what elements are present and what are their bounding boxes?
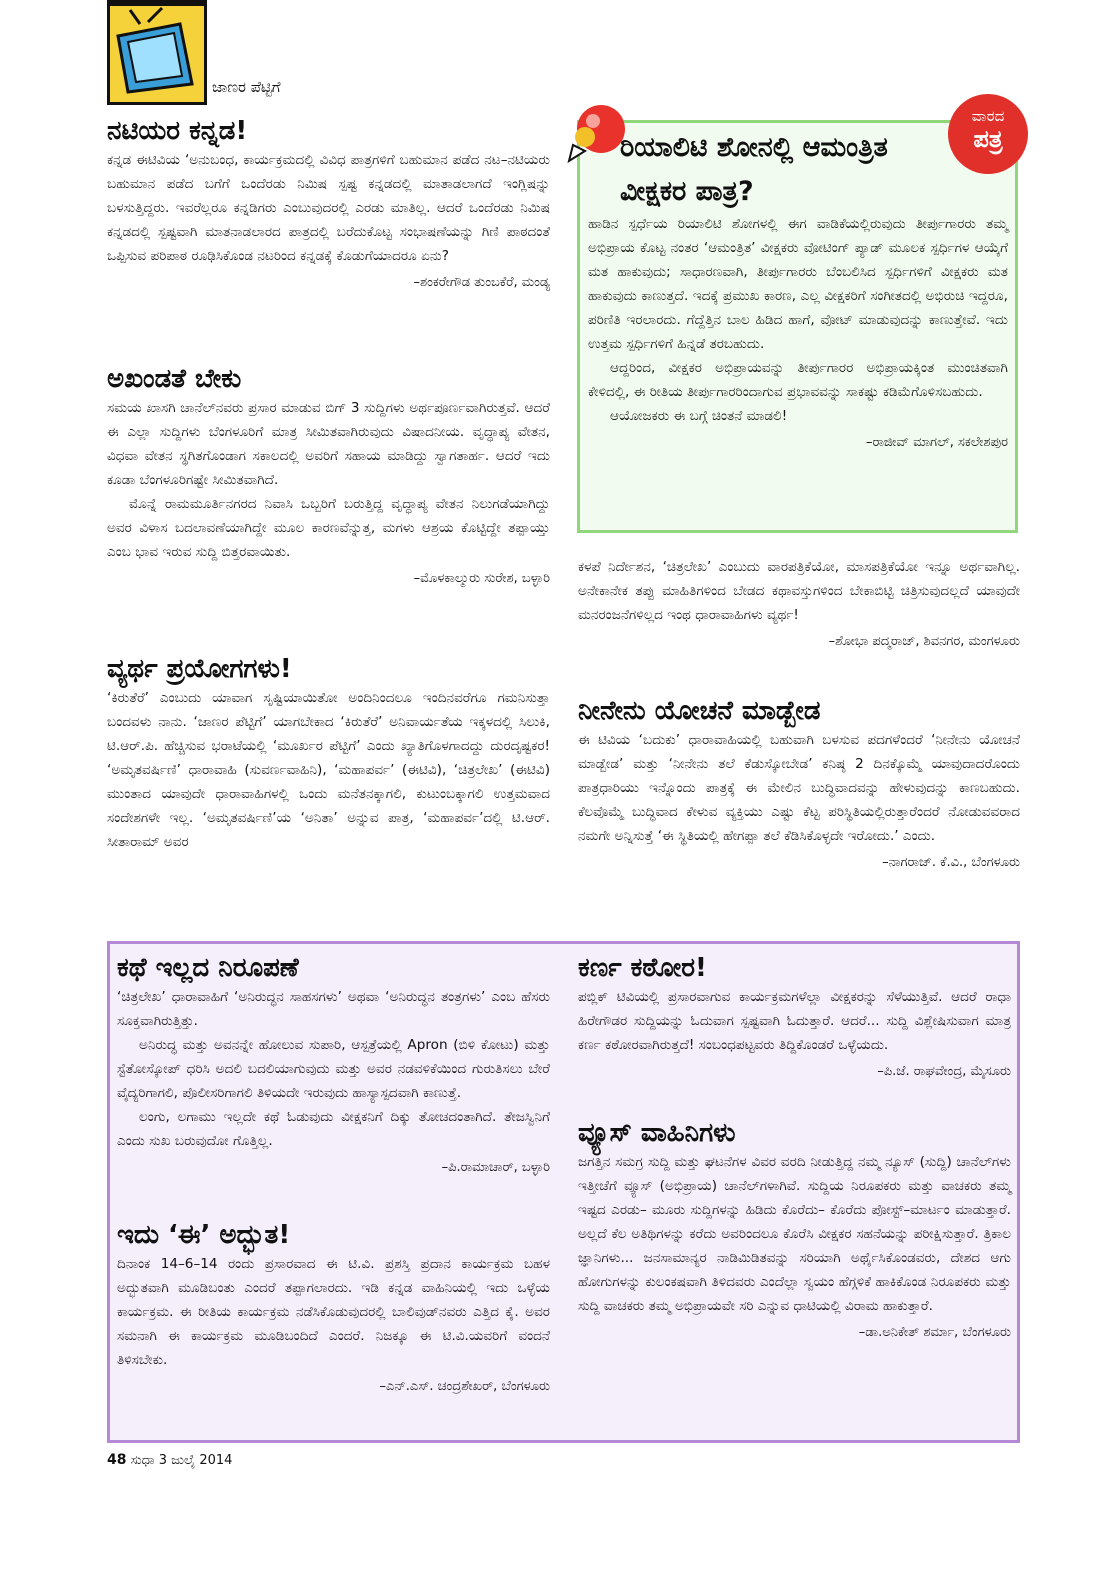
issue-info: ಸುಧಾ 3 ಜುಲೈ 2014 [130, 1453, 233, 1468]
article-idu [117, 1220, 550, 1398]
byline: –ಎನ್.ಎಸ್. ಚಂದ್ರಶೇಖರ್, ಬೆಂಗಳೂರು [379, 1379, 550, 1394]
article-body: ಮೊನ್ನೆ ರಾಮಮೂರ್ತಿನಗರದ ನಿವಾಸಿ ಒಬ್ಬರಿಗೆ ಬರುತ್ತಿದ್ದ ವೃದ್ಧಾಪ್ಯ ವೇತನ ನಿಲುಗಡೆಯಾಗಿದ್ದು ಅವರ ವಿಳಾಸ ಬದಲಾವಣೆಯಾಗಿದ್ದೇ ಮೂಲ ಕಾರಣವೆನ್ನುತ್ತ, ಮಗಳು ಆಶ್ರಯ ಕೊಟ್ಟಿದ್ದೇ ತಪ್ಪಾಯ್ತು ಎಂಬ ಭಾವ ಇರುವ ಸುದ್ದಿ ಬಿತ್ತರವಾಯಿತು. [107, 496, 550, 560]
television-icon [110, 6, 204, 102]
article-title: ಕರ್ಣ ಕಠೋರ! [578, 953, 707, 983]
article-body: ಜಗತ್ತಿನ ಸಮಗ್ರ ಸುದ್ದಿ ಮತ್ತು ಘಟನೆಗಳ ವಿವರ ವರದಿ ನೀಡುತ್ತಿದ್ದ ನಮ್ಮ ನ್ಯೂಸ್ (ಸುದ್ದಿ) ಚಾನೆಲ್‌ಗಳು ಇತ್ತೀಚೆಗೆ ವ್ಯೂಸ್ (ಅಭಿಪ್ರಾಯ) ಚಾನೆಲ್‌ಗಳಾಗಿವೆ. ಸುದ್ದಿಯ ನಿರೂಪಕರು ಮತ್ತು ವಾಚಕರು ತಮ್ಮ ಇಷ್ಟದ ಎರಡು– ಮೂರು ಸುದ್ದಿಗಳನ್ನು ಹಿಡಿದು ಕೊರೆದು– ಕೊರೆದು ಪೋಸ್ಟ್–ಮಾರ್ಟಂ ಮಾಡುತ್ತಾರೆ. ಅಲ್ಲದೆ ಕೆಲ ಅತಿಥಿಗಳನ್ನು ಕರೆದು ಅವರಿಂದಲೂ ಕೊರೆಸಿ ವೀಕ್ಷಕರ ಸಹನೆಯನ್ನು ಪರೀಕ್ಷಿಸುತ್ತಾರೆ. ತ್ರಿಕಾಲ ಜ್ಞಾನಿಗಳು... ಜನಸಾಮಾನ್ಯರ ನಾಡಿಮಿಡಿತವನ್ನು ಸರಿಯಾಗಿ ಅರ್ಥೈಸಿಕೊಂಡವರು, ದೇಶದ ಆಗು ಹೋಗುಗಳನ್ನು ಕುಲಂಕಷವಾಗಿ ತಿಳಿದವರು ಎಂದೆಲ್ಲಾ ಸ್ವಯಂ ಹೆಗ್ಗಳಿಕೆ ಹಾಕಿಕೊಂಡ ನಿರೂಪಕರು ಮತ್ತು ಸುದ್ದಿ ವಾಚಕರು ತಮ್ಮ ಅಭಿಪ್ರಾಯವೇ ಸರಿ ಎನ್ನುವ ಧಾಟಿಯಲ್ಲಿ ವಿರಾಮ ಹಾಕುತ್ತಾರೆ. [578, 1154, 1011, 1314]
page-footer [107, 1452, 232, 1468]
byline: –ಡಾ.ಅನಿಕೇತ್ ಶರ್ಮಾ, ಬೆಂಗಳೂರು [858, 1325, 1011, 1340]
article-title: ನಟಿಯರ ಕನ್ನಡ! [107, 116, 248, 146]
article-body: ಲಂಗು, ಲಗಾಮು ಇಲ್ಲದೇ ಕಥೆ ಓಡುವುದು ವೀಕ್ಷಕನಿಗೆ ದಿಕ್ಕು ತೋಚದಂತಾಗಿದೆ. ತೇಜಸ್ವಿನಿಗೆ ಎಂದು ಸುಖ ಬರುವುದೋ ಗೊತ್ತಿಲ್ಲ. [117, 1109, 550, 1149]
article-vyartha-continued [578, 555, 1020, 653]
article-kathe [117, 953, 550, 1179]
article-body: ದಿನಾಂಕ 14–6–14 ರಂದು ಪ್ರಸಾರವಾದ ಈ ಟಿ.ವಿ. ಪ್ರಶಸ್ತಿ ಪ್ರದಾನ ಕಾರ್ಯಕ್ರಮ ಬಹಳ ಅದ್ಭುತವಾಗಿ ಮೂಡಿಬಂತು ಎಂದರೆ ತಪ್ಪಾಗಲಾರದು. ಇಡಿ ಕನ್ನಡ ವಾಹಿನಿಯಲ್ಲಿ ಇದು ಒಳ್ಳೆಯ ಕಾರ್ಯಕ್ರಮ. ಈ ರೀತಿಯ ಕಾರ್ಯಕ್ರಮ ನಡೆಸಿಕೊಡುವುದರಲ್ಲಿ ಬಾಲಿವುಡ್‌ನವರು ಎತ್ತಿದ ಕೈ. ಅವರ ಸಮನಾಗಿ ಈ ಕಾರ್ಯಕ್ರಮ ಮೂಡಿಬಂದಿದೆ ಎಂದರೆ. ನಿಜಕ್ಕೂ ಈ ಟಿ.ವಿ.ಯವರಿಗೆ ವಂದನೆ ತಿಳಿಸಬೇಕು. [117, 1256, 550, 1368]
article-body: ‘ಚಿತ್ರಲೇಖ’ ಧಾರಾವಾಹಿಗೆ ‘ಅನಿರುದ್ಧನ ಸಾಹಸಗಳು’ ಅಥವಾ ‘ಅನಿರುದ್ಧನ ತಂತ್ರಗಳು’ ಎಂಬ ಹೆಸರು ಸೂಕ್ತವಾಗಿರುತ್ತಿತ್ತು. [117, 989, 550, 1029]
article-body: ಕಳಪೆ ನಿರ್ದೇಶನ, ‘ಚಿತ್ರಲೇಖ’ ಎಂಬುದು ವಾರಪತ್ರಿಕೆಯೋ, ಮಾಸಪತ್ರಿಕೆಯೋ ಇನ್ನೂ ಅರ್ಥವಾಗಿಲ್ಲ. ಅನೇಕಾನೇಕ ತಪ್ಪು ಮಾಹಿತಿಗಳಿಂದ ಬೇಡದ ಕಥಾವಸ್ತುಗಳಿಂದ ಬೇಕಾಬಿಟ್ಟಿ ಚಿತ್ರಿಸುವುದಲ್ಲದೆ ಯಾವುದೇ ಮನರಂಜನೆಗಳಿಲ್ಲದ ಇಂಥ ಧಾರಾವಾಹಿಗಳು ವ್ಯರ್ಥ! [578, 559, 1020, 623]
byline: –ಪಿ.ರಾಮಾಚಾರ್, ಬಳ್ಳಾರಿ [441, 1160, 550, 1175]
article-body: ಈ ಟಿವಿಯ ‘ಬದುಕು’ ಧಾರಾವಾಹಿಯಲ್ಲಿ ಬಹುವಾಗಿ ಬಳಸುವ ಪದಗಳೆಂದರೆ ‘ನೀನೇನು ಯೋಚನೆ ಮಾಡ್ಬೇಡ’ ಮತ್ತು ‘ನೀನೇನು ತಲೆ ಕೆಡುಸ್ಕೋಬೇಡ’ ಕನಿಷ್ಠ 2 ದಿನಕ್ಕೊಮ್ಮೆ ಯಾವುದಾದರೊಂದು ಪಾತ್ರಧಾರಿಯು ಇನ್ನೊಂದು ಪಾತ್ರಕ್ಕೆ ಈ ಮೇಲಿನ ಬುದ್ಧಿವಾದವನ್ನು ಹೇಳುವುದನ್ನು ಕಾಣಬಹುದು. ಕೆಲವೊಮ್ಮೆ ಬುದ್ಧಿವಾದ ಕೇಳುವ ವ್ಯಕ್ತಿಯು ಎಷ್ಟು ಕೆಟ್ಟ ಪರಿಸ್ಥಿತಿಯಲ್ಲಿರುತ್ತಾರೆಂದರೆ ನೋಡುವವರಾದ ನಮಗೇ ಅನ್ನಿಸುತ್ತೆ ‘ಈ ಸ್ಥಿತಿಯಲ್ಲಿ ಹೇಗಪ್ಪಾ ತಲೆ ಕೆಡಿಸಿಕೊಳ್ಳದೇ ಇರೋದು.’ ಎಂದು. [578, 732, 1020, 844]
article-natiyara [107, 116, 550, 294]
article-body: ‘ಕಿರುತೆರೆ’ ಎಂಬುದು ಯಾವಾಗ ಸೃಷ್ಟಿಯಾಯಿತೋ ಅಂದಿನಿಂದಲೂ ಇಂದಿನವರೆಗೂ ಗಮನಿಸುತ್ತಾ ಬಂದವಳು ನಾನು. ‘ಜಾಣರ ಪೆಟ್ಟಿಗೆ’ ಯಾಗಬೇಕಾದ ‘ಕಿರುತೆರೆ’ ಅನಿವಾರ್ಯತೆಯ ಇಕ್ಕಳದಲ್ಲಿ ಸಿಲುಕಿ, ಟಿ.ಆರ್.ಪಿ. ಹೆಚ್ಚಿಸುವ ಭರಾಟೆಯಲ್ಲಿ ‘ಮೂರ್ಖರ ಪೆಟ್ಟಿಗೆ’ ಎಂದು ಖ್ಯಾತಿಗೊಳಗಾದದ್ದು ದುರದೃಷ್ಟಕರ! ‘ಅಮೃತವರ್ಷಿಣಿ’ ಧಾರಾವಾಹಿ (ಸುವರ್ಣವಾಹಿನಿ), ‘ಮಹಾಪರ್ವ’ (ಈಟಿವಿ), ‘ಚಿತ್ರಲೇಖ’ (ಈಟಿವಿ) ಮುಂತಾದ ಯಾವುದೇ ಧಾರಾವಾಹಿಗಳಲ್ಲಿ ಒಂದು ಮನೆತನಕ್ಕಾಗಲಿ, ಕುಟುಂಬಕ್ಕಾಗಲಿ ಉತ್ತಮವಾದ ಸಂದೇಶಗಳೇ ಇಲ್ಲ. ‘ಅಮೃತವರ್ಷಿಣಿ’ಯ ‘ಅನಿತಾ’ ಅನ್ನುವ ಪಾತ್ರ, ‘ಮಹಾಪರ್ವ’ದಲ್ಲಿ ಟಿ.ಆರ್. ಸೀತಾರಾಮ್ ಅವರ [107, 690, 550, 850]
letter-of-week-badge [948, 94, 1028, 174]
article-reality [588, 212, 1008, 454]
article-neenenu [578, 696, 1020, 874]
badge-top: ವಾರದ [971, 107, 1005, 125]
article-vyartha [107, 654, 550, 854]
article-title: ಅಖಂಡತೆ ಬೇಕು [107, 364, 242, 394]
byline: –ಶಂಕರೇಗೌಡ ತುಂಬಕೆರೆ, ಮಂಡ್ಯ [413, 275, 550, 290]
byline: –ಪಿ.ಜೆ. ರಾಘವೇಂದ್ರ, ಮೈಸೂರು [877, 1064, 1011, 1079]
byline: –ಮೊಳಕಾಲ್ಮುರು ಸುರೇಶ, ಬಳ್ಳಾರಿ [413, 571, 550, 586]
article-title: ವ್ಯೂಸ್ ವಾಹಿನಿಗಳು [578, 1118, 736, 1148]
article-body: ಹಾಡಿನ ಸ್ಪರ್ಧೆಯ ರಿಯಾಲಿಟಿ ಶೋಗಳಲ್ಲಿ ಈಗ ವಾಡಿಕೆಯಲ್ಲಿರುವುದು ತೀರ್ಪುಗಾರರು ತಮ್ಮ ಅಭಿಪ್ರಾಯ ಕೊಟ್ಟ ನಂತರ ‘ಆಮಂತ್ರಿತ’ ವೀಕ್ಷಕರು ವೋಟಿಂಗ್ ಪ್ಯಾಡ್ ಮೂಲಕ ಸ್ಪರ್ಧಿಗಳ ಆಯ್ಕೆಗೆ ಮತ ಹಾಕುವುದು; ಸಾಧಾರಣವಾಗಿ, ತೀರ್ಪುಗಾರರು ಬೆಂಬಲಿಸಿದ ಸ್ಪರ್ಧಿಗಳಿಗೆ ವೀಕ್ಷಕರು ಮತ ಹಾಕುವುದು ಕಾಣುತ್ತದೆ. ಇದಕ್ಕೆ ಪ್ರಮುಖ ಕಾರಣ, ಎಲ್ಲ ವೀಕ್ಷಕರಿಗೆ ಸಂಗೀತದಲ್ಲಿ ಅಭಿರುಚಿ ಇದ್ದರೂ, ಪರಿಣಿತಿ ಇರಲಾರದು. ಗೆದ್ದೆತ್ತಿನ ಬಾಲ ಹಿಡಿದ ಹಾಗೆ, ವೋಟ್ ಮಾಡುವುದನ್ನು ಕಾಣುತ್ತೇವೆ. ಇದು ಉತ್ತಮ ಸ್ಪರ್ಧಿಗಳಿಗೆ ಹಿನ್ನಡೆ ತರಬಹುದು. [588, 216, 1008, 352]
article-body: ಸಮಯ ಖಾಸಗಿ ಚಾನೆಲ್‌ನವರು ಪ್ರಸಾರ ಮಾಡುವ ಬಿಗ್ 3 ಸುದ್ದಿಗಳು ಅರ್ಥಪೂರ್ಣವಾಗಿರುತ್ತವೆ. ಆದರೆ ಈ ಎಲ್ಲಾ ಸುದ್ದಿಗಳು ಬೆಂಗಳೂರಿಗೆ ಮಾತ್ರ ಸೀಮಿತವಾಗಿರುವುದು ವಿಷಾದನೀಯ. ವೃದ್ಧಾಪ್ಯ ವೇತನ, ವಿಧವಾ ವೇತನ ಸ್ಥಗಿತಗೊಂಡಾಗ ಸಕಾಲದಲ್ಲಿ ಅವರಿಗೆ ಸಹಾಯ ಮಾಡಿದ್ದು ಸ್ವಾಗತಾರ್ಹ. ಆದರೆ ಇದು ಕೂಡಾ ಬೆಂಗಳೂರಿಗಷ್ಟೇ ಸೀಮಿತವಾಗಿದೆ. [107, 400, 550, 488]
article-akhandate [107, 364, 550, 590]
page-number: 48 [107, 1452, 127, 1468]
article-body: ಕನ್ನಡ ಈಟಿವಿಯ ‘ಅನುಬಂಧ, ಕಾರ್ಯಕ್ರಮದಲ್ಲಿ ವಿವಿಧ ಪಾತ್ರಗಳಿಗೆ ಬಹುಮಾನ ಪಡೆದ ನಟ–ನಟಿಯರು ಬಹುಮಾನ ಪಡೆದ ಬಗೆಗೆ ಒಂದೆರಡು ನಿಮಿಷ ಸ್ಪಷ್ಟ ಕನ್ನಡದಲ್ಲಿ ಮಾತಾಡಲಾಗದೆ ಇಂಗ್ಲಿಷನ್ನು ಬಳಸುತ್ತಿದ್ದರು. ಇವರೆಲ್ಲರೂ ಕನ್ನಡಿಗರು ಎಂಬುವುದರಲ್ಲಿ ಎರಡು ಮಾತಿಲ್ಲ. ಆದರೆ ಒಂದೆರಡು ನಿಮಿಷ ಕನ್ನಡದಲ್ಲಿ ಸ್ಪಷ್ಟವಾಗಿ ಮಾತನಾಡಲಾರದ ಪಾತ್ರದಲ್ಲಿ ಬರೆದುಕೊಟ್ಟ ಸಂಭಾಷಣೆಯನ್ನು ಗಿಣಿ ಪಾಠದಂತೆ ಒಪ್ಪಿಸುವ ಪರಿಪಾಠ ರೂಢಿಸಿಕೊಂಡ ನಟರಿಂದ ಕನ್ನಡಕ್ಕೆ ಕೊಡುಗೆಯಾದರೂ ಏನು? [107, 152, 550, 264]
section-label: ಜಾಣರ ಪೆಟ್ಟಿಗೆ [212, 78, 281, 96]
article-title: ನೀನೇನು ಯೋಚನೆ ಮಾಡ್ಬೇಡ [578, 696, 821, 726]
badge-bottom: ಪತ್ರ [973, 125, 1003, 153]
article-title: ಕಥೆ ಇಲ್ಲದ ನಿರೂಪಣೆ [117, 953, 299, 983]
article-title: ವ್ಯರ್ಥ ಪ್ರಯೋಗಗಳು! [107, 654, 292, 684]
article-karna [578, 953, 1011, 1083]
byline: –ನಾಗರಾಜ್. ಕೆ.ವಿ., ಬೆಂಗಳೂರು [882, 855, 1020, 870]
byline: –ರಾಜೀವ್ ಮಾಗಲ್, ಸಕಲೇಶಪುರ [865, 435, 1008, 450]
article-body: ಆದ್ದರಿಂದ, ವೀಕ್ಷಕರ ಅಭಿಪ್ರಾಯವನ್ನು ತೀರ್ಪುಗಾರರ ಅಭಿಪ್ರಾಯಕ್ಕಿಂತ ಮುಂಚಿತವಾಗಿ ಕೇಳಿದಲ್ಲಿ, ಈ ರೀತಿಯ ತೀರ್ಪುಗಾರರಿಂದಾಗುವ ಪ್ರಭಾವವನ್ನು ಸಾಕಷ್ಟು ಕಡಿಮೆಗೊಳಿಸಬಹುದು. [588, 360, 1008, 400]
article-title: ಇದು ‘ಈ’ ಅದ್ಭುತ! [117, 1220, 291, 1250]
article-views [578, 1118, 1011, 1344]
article-title: ರಿಯಾಲಿಟಿ ಶೋನಲ್ಲಿ ಆಮಂತ್ರಿತ ವೀಕ್ಷಕರ ಪಾತ್ರ? [620, 132, 888, 207]
article-body: ಆಯೋಜಕರು ಈ ಬಗ್ಗೆ ಚಿಂತನೆ ಮಾಡಲಿ! [610, 408, 788, 424]
article-body: ಪಬ್ಲಿಕ್ ಟಿವಿಯಲ್ಲಿ ಪ್ರಸಾರವಾಗುವ ಕಾರ್ಯಕ್ರಮಗಳೆಲ್ಲಾ ವೀಕ್ಷಕರನ್ನು ಸೆಳೆಯುತ್ತಿವೆ. ಆದರೆ ರಾಧಾ ಹಿರೇಗೌಡರ ಸುದ್ದಿಯನ್ನು ಓದುವಾಗ ಸ್ಪಷ್ಟವಾಗಿ ಓದುತ್ತಾರೆ. ಆದರೆ... ಸುದ್ದಿ ವಿಶ್ಲೇಷಿಸುವಾಗ ಮಾತ್ರ ಕರ್ಣ ಕಠೋರವಾಗಿರುತ್ತದೆ! ಸಂಬಂಧಪಟ್ಟವರು ತಿದ್ದಿಕೊಂಡರೆ ಒಳ್ಳೆಯದು. [578, 989, 1011, 1053]
byline: –ಶೋಭಾ ಪದ್ಮರಾಜ್, ಶಿವನಗರ, ಮಂಗಳೂರು [828, 634, 1020, 649]
article-body: ಅನಿರುದ್ಧ ಮತ್ತು ಅವನನ್ನೇ ಹೋಲುವ ಸುಪಾರಿ, ಆಸ್ಪತ್ರೆಯಲ್ಲಿ Apron (ಬಿಳಿ ಕೋಟು) ಮತ್ತು ಸ್ಟೆತೋಸ್ಕೋಪ್ ಧರಿಸಿ ಅದಲಿ ಬದಲಿಯಾಗುವುದು ಮತ್ತು ಅವರ ನಡವಳಿಕೆಯಿಂದ ಗುರುತಿಸಲು ಬೇರೆ ವೈದ್ಯರಿಗಾಗಲಿ, ಪೊಲೀಸರಿಗಾಗಲಿ ತಿಳಿಯದೇ ಇರುವುದು ಹಾಸ್ಯಾಸ್ಪದವಾಗಿ ಕಾಣುತ್ತೆ. [117, 1037, 550, 1101]
